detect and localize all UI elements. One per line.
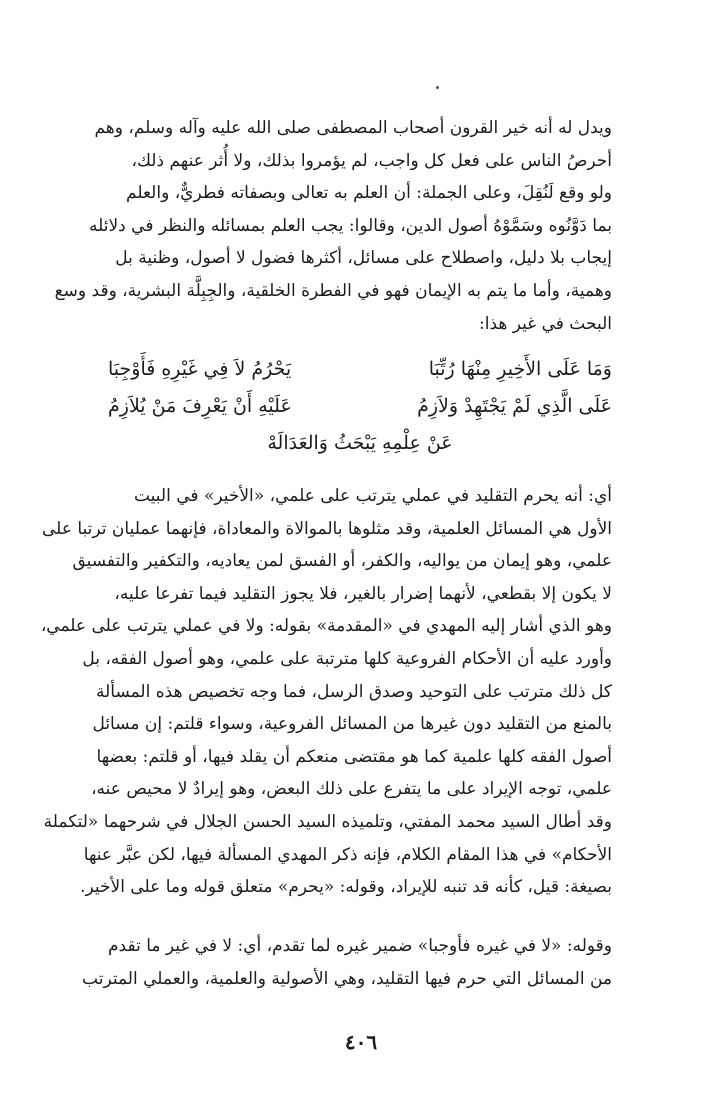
page-number: ٤٠٦ [344,1030,378,1054]
poem-block [108,358,612,469]
text-line: وهو الذي أشار إليه المهدي في «المقدمة» بقوله: ولا في عملي يترتب على علمي، [40,616,612,637]
verse-second-hemistich: عَلَيْهِ أَنْ يَعْرِفَ مَنْ يُلاَزِمُ [108,395,292,417]
text-line: البحث في غير هذا: [479,313,612,334]
verse-final-line: عَنْ عِلْمِهِ يَبْحَثُ وَالعَدَالَهْ [267,432,453,454]
paragraph-2 [40,480,612,904]
text-line: من المسائل التي حرم فيها التقليد، وهي الأصولية والعلمية، والعملي المترتب [82,968,612,989]
poem-verse [108,358,612,395]
text-line: وأورد عليه أن الأحكام الفروعية كلها مترتبة على علمي، وهو أصول الفقه، بل [82,648,612,669]
text-line: وهمية، وأما ما يتم به الإيمان فهو في الفطرة الخلقية، والجِبِلَّة البشرية، وقد وسع [54,280,612,301]
verse-second-hemistich: يَحْرُمُ لاَ فِي غَيْرِهِ فَأَوْجِبَا [108,358,292,380]
text-line: لا يكون إلا بقطعي، لأنهما إضرار بالغير، فلا يجوز التقليد فيما تفرعا عليه، [114,583,612,604]
verse-first-hemistich: وَمَا عَلَى الأَخِيرِ مِنْهَا رُتِّبَا [428,358,612,380]
verse-first-hemistich: عَلَى الَّذِي لَمْ يَجْتَهِدْ وَلاَزِمُ [417,395,612,417]
text-line: الأول هي المسائل العلمية، وقد مثلوها بالموالاة والمعاداة، فإنهما عمليان ترتبا على [42,518,612,539]
text-line: أصول الفقه كلها علمية كما هو مقتضى منعكم أن يقلد فيها، أو قلتم: بعضها [96,746,612,767]
text-line: أي: أنه يحرم التقليد في عملي يترتب على علمي، «الأخير» في البيت [133,486,612,506]
text-line: الأحكام» في هذا المقام الكلام، فإنه ذكر المهدي المسألة فيها، لكن عبَّر عنها [83,844,612,865]
text-line: كل ذلك مترتب على التوحيد وصدق الرسل، فما وجه تخصيص هذه المسألة [95,681,612,702]
text-line: وقد أطال السيد محمد المفتي، وتلميذه السيد الحسن الجلال في شرحهما «لتكملة [43,811,612,832]
paragraph-1 [54,112,612,340]
text-line: وقوله: «لا في غيره فأوجبا» ضمير غيره لما تقدم، أي: لا في غير ما تقدم [108,936,612,956]
text-line: إيجاب بلا دليل، واصطلاح على مسائل، أكثرها فضول لا أصول، وظنية بل [115,248,612,269]
text-line: ولو وقع لَنُقِلَ، وعلى الجملة: أن العلم به تعالى وبصفاته فطريٌّ، والعلم [126,183,612,204]
paragraph-3 [82,930,612,995]
top-ornament-dot [436,86,439,89]
text-line: أحرصُ الناس على فعل كل واجب، لم يؤمروا بذلك، ولا أُثر عنهم ذلك، [131,150,612,171]
text-line: علمي، وهو إيمان من يواليه، والكفر، أو الفسق لمن يعاديه، والتكفير والتفسيق [72,551,612,572]
text-line: بما دَوَّنُوه وسَمَّوْهُ أصول الدين، وقالوا: يجب العلم بمسائله والنظر في دلائله [89,215,612,236]
poem-verse [108,432,612,469]
poem-verse [108,395,612,432]
text-line: بصيغة: قيل، كأنه قد تنبه للإيراد، وقوله: «يحرم» متعلق قوله وما على الأخير. [80,877,612,898]
text-line: ويدل له أنه خير القرون أصحاب المصطفى صلى الله عليه وآله وسلم، وهم [94,118,612,138]
text-line: بالمنع من التقليد دون غيرها من المسائل الفروعية، وسواء قلتم: إن مسائل [92,714,612,735]
text-line: علمي، توجه الإيراد على ما يتفرع على ذلك البعض، وهو إيرادٌ لا محيص عنه، [91,779,612,800]
